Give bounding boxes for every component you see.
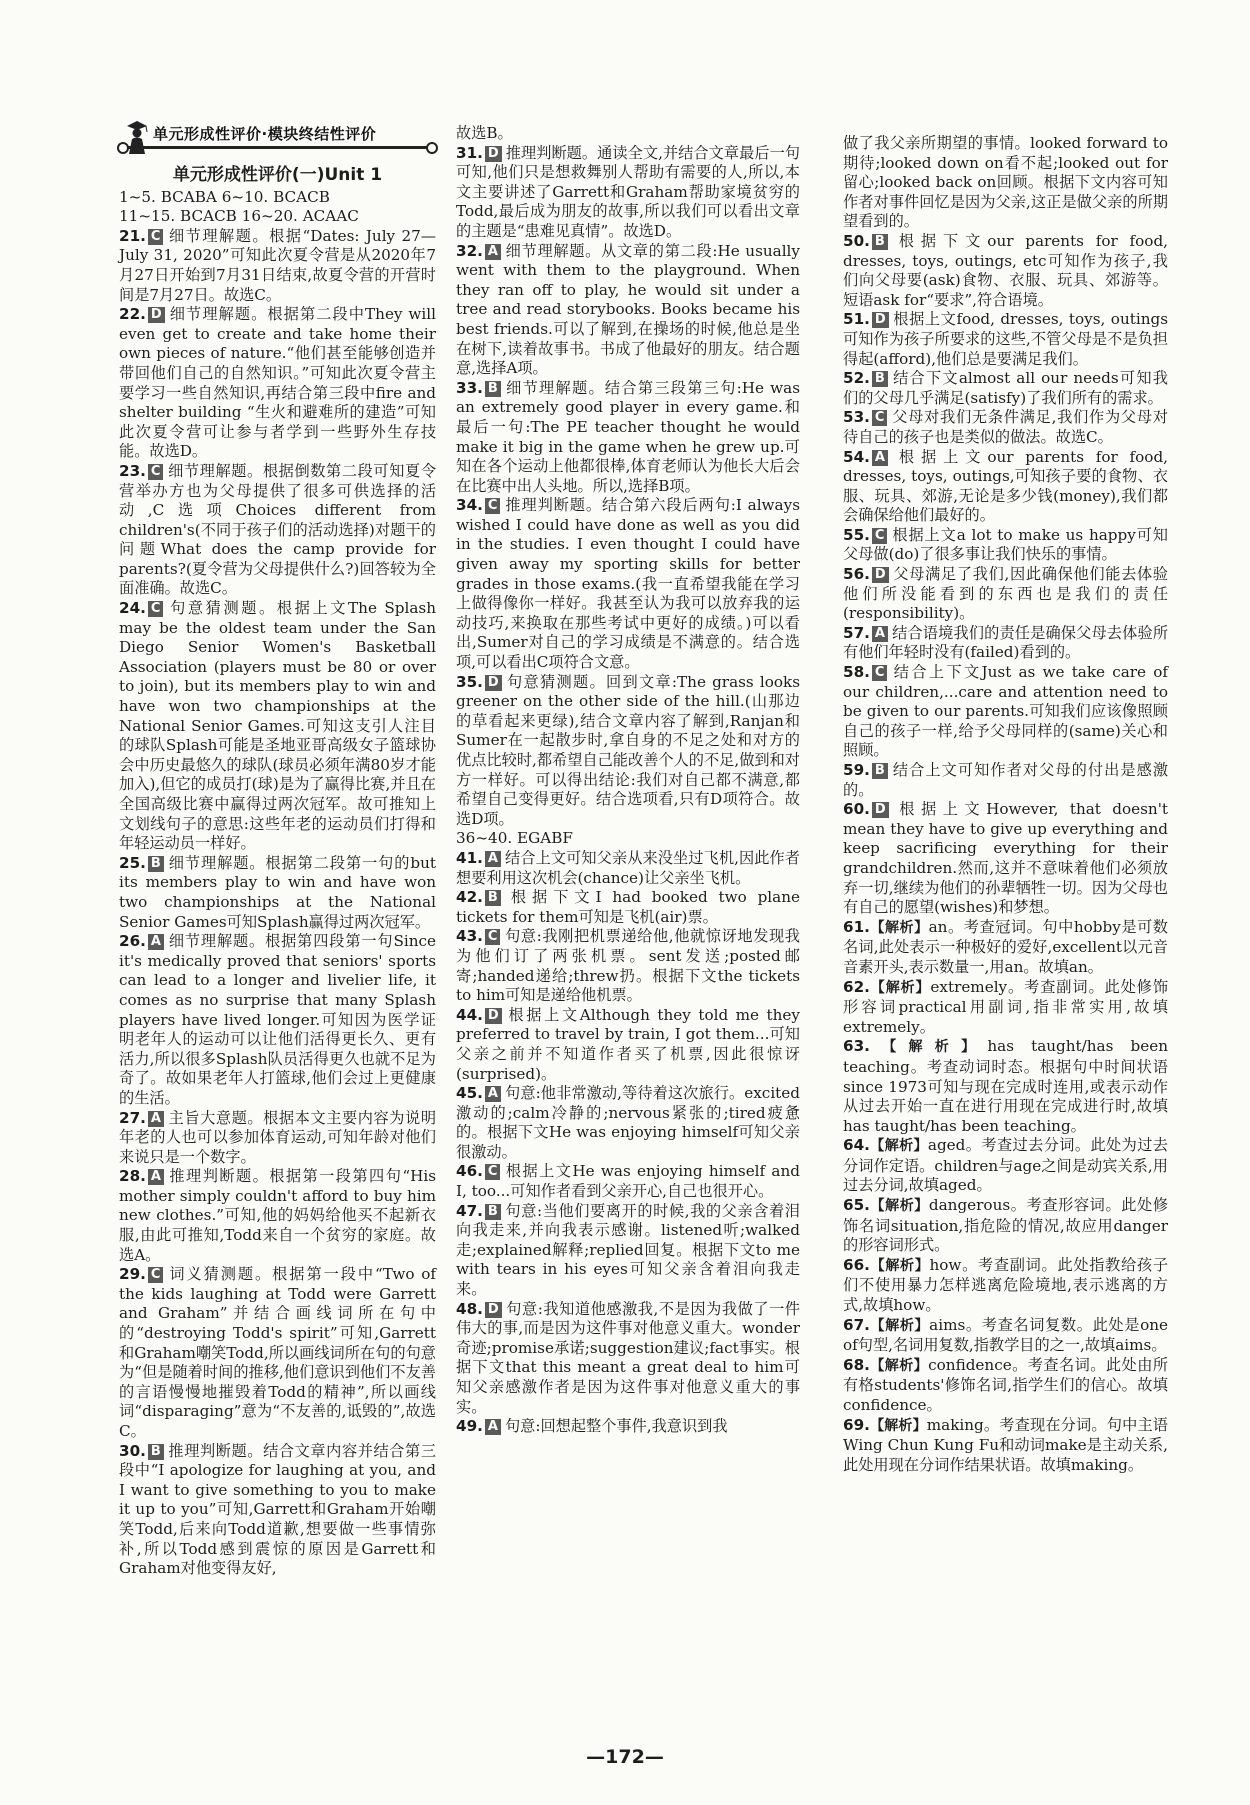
- answer-item: [456, 242, 800, 379]
- explanation-text: 推理判断题。结合文章内容并结合第三段中“I apologize for laughing at you, and I want to give something to you to make it up to you”可知,Garrett和Graham开始嘲笑Todd,后来向Todd道歉,想要做一些事情弥补,所以Todd感到震惊的原因是Garrett和Graham对他变得友好,: [119, 1441, 436, 1578]
- item-number: 66.: [843, 1255, 870, 1274]
- answer-badge: B: [148, 1444, 164, 1460]
- answer-item: [843, 232, 1168, 310]
- answer-badge: D: [872, 312, 889, 328]
- answer-item: [843, 800, 1168, 918]
- explanation-text: 父母对我们无条件满足,我们作为父母对待自己的孩子也是类似的做法。故选C。: [843, 408, 1168, 446]
- answer-badge: D: [485, 1302, 502, 1318]
- item-list: [119, 227, 436, 1579]
- item-number: 43.: [456, 927, 483, 946]
- answer-item: [843, 1136, 1168, 1196]
- analysis-label: 【解析】: [869, 1198, 929, 1215]
- explanation-text: 结合上文可知作者对父母的付出是感激的。: [843, 761, 1168, 799]
- answer-badge: B: [872, 234, 888, 250]
- explanation-text: how。考查副词。此处指教给孩子们不使用暴力怎样逃离危险境地,表示逃离的方式,故填how。: [843, 1255, 1169, 1315]
- explanation-text: 根据上文food, dresses, toys, outings可知作为孩子所要求的这些,不管父母是不是负担得起(afford),他们总是要满足我们。: [843, 310, 1168, 368]
- answer-badge: D: [148, 307, 165, 323]
- answer-key-line: 36~40. EGABF: [456, 829, 573, 848]
- answer-item: [843, 526, 1168, 565]
- answer-badge: B: [485, 1204, 501, 1220]
- answer-item: [456, 1006, 800, 1084]
- answer-badge: B: [485, 890, 501, 906]
- item-number: 63.: [843, 1037, 870, 1056]
- answer-badge: C: [485, 1164, 501, 1180]
- answer-badge: C: [485, 929, 501, 945]
- answer-badge: C: [148, 1267, 164, 1283]
- answer-badge: C: [872, 665, 888, 681]
- answer-item: [119, 1265, 436, 1441]
- explanation-text: 结合上下文Just as we take care of our children,...care and attention need to be given to our parents.可知我们应该像照顾自己的孩子一样,给予父母同样的(same)关心和照顾。: [843, 663, 1168, 760]
- answer-item: [456, 379, 800, 497]
- item-number: 64.: [843, 1136, 870, 1155]
- item-number: 32.: [456, 241, 483, 260]
- item-number: 53.: [843, 408, 870, 427]
- explanation-text: 根据上文However, that doesn't mean they have to give up everything and keep sacrificing everything for their grandchildren.然而,这并不意味着他们必须放弃一切,继续为他们的孙辈牺牲一切。因为父母也有自己的愿望(wishes)和梦想。: [843, 800, 1168, 917]
- banner-title: 单元形成性评价·模块终结性评价: [153, 125, 377, 143]
- explanation-text: making。考查现在分词。句中主语Wing Chun Kung Fu和动词make是主动关系,此处用现在分词作结果状语。故填making。: [843, 1415, 1168, 1474]
- answer-item: [119, 932, 436, 1108]
- explanation-text: 细节理解题。从文章的第二段:He usually went with them to the playground. When they ran off to play, he would sit under a tree and read storybooks. Books became his best friends.可以了解到,在操场的时候,他总是坐在树下,读着故事书。书成了他最好的朋友。结合题意,选择A项。: [456, 241, 800, 378]
- item-number: 41.: [456, 848, 483, 867]
- item-number: 50.: [843, 231, 870, 250]
- answer-badge: C: [148, 601, 164, 617]
- answer-badge: D: [485, 675, 502, 691]
- answer-badge: A: [485, 851, 501, 867]
- explanation-text: extremely。考查副词。此处修饰形容词practical用副词,指非常实用,故填extremely。: [843, 977, 1169, 1036]
- explanation-text: 根据上文He was enjoying himself and I, too...可知作者看到父亲开心,自己也很开心。: [456, 1162, 800, 1201]
- explanation-text: 推理判断题。结合第六段后两句:I always wished I could have done as well as you did in the studies. I even thought I could have given away my sporting skills for better grades in those exams.(我一直希望我能在学习上做得像你一样好。我甚至认为我可以放弃我的运动技巧,来换取在那些考试中更好的成绩。)可以看出,Sumer对自己的学习成绩是不满意的。结合选项,可以看出C项符合文意。: [456, 496, 800, 672]
- analysis-label: 【解析】: [869, 1357, 929, 1374]
- answer-badge: A: [485, 1419, 501, 1435]
- explanation-text: 推理判断题。根据第一段第四句“His mother simply couldn't afford to buy him new clothes.”可知,他的妈妈给他买不起新衣服,由此可推知,Todd来自一个贫穷的家庭。故选A。: [119, 1167, 436, 1264]
- explanation-text: aged。考查过去分词。此处为过去分词作定语。children与age之间是动宾关系,用过去分词,故填aged。: [843, 1136, 1168, 1195]
- answer-item: [456, 1084, 800, 1162]
- item-number: 68.: [843, 1355, 870, 1374]
- item-number: 26.: [119, 932, 146, 951]
- analysis-label: 【解析】: [869, 979, 931, 996]
- answer-badge: C: [872, 410, 888, 426]
- answer-badge: A: [872, 626, 888, 642]
- item-number: 21.: [119, 226, 146, 245]
- item-number: 60.: [843, 800, 870, 819]
- answer-item: [119, 1442, 436, 1579]
- item-number: 59.: [843, 761, 870, 779]
- item-number: 51.: [843, 310, 870, 329]
- analysis-label: 【解析】: [869, 919, 929, 936]
- answer-item: [843, 1196, 1168, 1256]
- item-number: 46.: [456, 1162, 483, 1181]
- answer-item: [843, 565, 1168, 624]
- explanation-text: 推理判断题。通读全文,并结合文章最后一句可知,他们只是想救舞别人帮助有需要的人,所以,本文主要讲述了Garrett和Graham帮助家境贫穷的Todd,最后成为朋友的故事,所以我们可以看出文章的主题是“患难见真情”。故选D。: [456, 143, 800, 240]
- answer-item: [843, 369, 1168, 408]
- banner-dot-right: [426, 142, 438, 154]
- answer-key-line: 1~5. BCABA 6~10. BCACB: [119, 187, 330, 206]
- explanation-text: 句意猜测题。根据上文The Splash may be the oldest team under the San Diego Senior Women's Basketball Association (players must be 80 or over to join), but its members play to win and have won two championships at the National Senior Games.可知这支引人注目的球队Splash可能是圣地亚哥高级女子篮球协会中历史最悠久的球队(球员必须年满80岁才能加入),但它的成员打(球)是为了赢得比赛,并且在全国高级比赛中赢得过两次冠军。故可推知上文划线句子的意思:这些年老的运动员们打得和年轻运动员一样好。: [119, 599, 436, 853]
- answer-item: [843, 1416, 1168, 1476]
- explanation-text: dangerous。考查形容词。此处修饰名词situation,指危险的情况,故应用danger的形容词形式。: [843, 1196, 1169, 1255]
- answer-item: [843, 1256, 1168, 1316]
- answer-item: [119, 462, 436, 599]
- answer-item: [843, 408, 1168, 447]
- explanation-text: 结合语境我们的责任是确保父母去体验所有他们年轻时没有(failed)看到的。: [843, 623, 1168, 662]
- answer-item: [843, 1316, 1168, 1356]
- answer-badge: A: [485, 244, 501, 260]
- explanation-text: 句意猜测题。回到文章:The grass looks greener on the other side of the hill.(山那边的草看起来更绿),结合文章内容了解到,Ranjan和Sumer在一起散步时,拿自身的不足之处和对方的优点比较时,都希望自己能改善个人的不足,做到和对方一样好。可以得出结论:我们对自己都不满意,都希望自己变得更好。结合选项看,只有D项符合。故选D项。: [456, 672, 800, 828]
- item-number: 30.: [119, 1441, 146, 1460]
- item-number: 27.: [119, 1108, 146, 1127]
- item-number: 55.: [843, 525, 870, 544]
- analysis-label: 【解析】: [869, 1039, 988, 1056]
- answer-badge: A: [148, 934, 164, 950]
- item-list: [843, 232, 1168, 1475]
- answer-badge: C: [148, 464, 164, 480]
- answer-item: [843, 761, 1168, 800]
- explanation-text: 细节理解题。根据第四段第一句Since it's medically proved that seniors' sports can lead to a longer and livelier life, it comes as no surprise that many Splash players have lived longer.可知因为医学证明老年人的运动可以让他们活得更长久、更有活力,所以很多Splash队员活得更久也就不足为奇了。故如果老年人打篮球,他们会过上更健康的生活。: [119, 932, 436, 1107]
- explanation-text: an。考查冠词。句中hobby是可数名词,此处表示一种极好的爱好,excellent以元音音素开头,表示数量一,用an。故填an。: [843, 917, 1168, 976]
- item-number: 61.: [843, 917, 870, 936]
- answer-key-line: 11~15. BCACB 16~20. ACAAC: [119, 207, 359, 226]
- answer-item: [456, 1162, 800, 1201]
- explanation-text: 句意:当他们要离开的时候,我的父亲含着泪向我走来,并向我表示感谢。listened听;walked走;explained解释;replied回复。根据下文to me with tears in his eyes可知父亲含着泪向我走来。: [456, 1201, 800, 1299]
- answer-badge: B: [872, 371, 888, 387]
- answer-item: [119, 1167, 436, 1265]
- explanation-text: 细节理解题。根据倒数第二段可知夏令营举办方也为父母提供了很多可供选择的活动,C选项Choices different from children's(不同于孩子们的活动选择)对题干的问题What does the camp provide for parents?(夏令营为父母提供什么?)回答较为全面准确。故选C。: [119, 461, 436, 598]
- answer-item: [843, 918, 1168, 978]
- answer-badge: A: [872, 450, 888, 466]
- explanation-text: 细节理解题。根据第二段中They will even get to create and take home their own pieces of nature.“他们甚至能够创造并带回他们自己的自然知识。”可知此次夏令营主要学习一些自然知识,再结合第三段中fire and shelter building “生火和避难所的建造”可知此次夏令营可让参与者学到一些野外生存技能。故选D。: [119, 305, 436, 461]
- item-number: 44.: [456, 1005, 483, 1024]
- item-number: 35.: [456, 672, 483, 691]
- answer-item: [456, 927, 800, 1005]
- answer-item: [119, 227, 436, 305]
- answer-badge: A: [148, 1169, 164, 1185]
- answer-badge: D: [485, 146, 502, 162]
- explanation-text: 句意:我刚把机票递给他,他就惊讶地发现我为他们订了两张机票。sent发送;posted邮寄;handed递给;threw扔。根据下文the tickets to him可知是递给他机票。: [456, 927, 800, 1005]
- explanation-text: 根据下文our parents for food, dresses, toys, outings, etc可知作为孩子,我们向父母要(ask)食物、衣服、玩具、郊游等。短语ask for“要求”,符合语境。: [843, 231, 1168, 309]
- answer-item: [843, 1037, 1168, 1136]
- explanation-text: 句意:他非常激动,等待着这次旅行。excited激动的;calm冷静的;nervous紧张的;tired疲惫的。根据下文He was enjoying himself可知父亲很激动。: [456, 1084, 800, 1161]
- answer-badge: B: [485, 381, 501, 397]
- item-number: 22.: [119, 305, 146, 324]
- column-right: [843, 134, 1168, 1475]
- answer-item: [843, 978, 1168, 1038]
- analysis-label: 【解析】: [869, 1138, 928, 1155]
- item-number: 69.: [843, 1415, 870, 1434]
- explanation-text: 细节理解题。根据第二段第一句的but its members play to win and have won two championships at the National Senior Games可知Splash赢得过两次冠军。: [119, 853, 436, 931]
- explanation-text: 根据上文a lot to make us happy可知父母做(do)了很多事让我们快乐的事情。: [843, 525, 1168, 564]
- item-number: 57.: [843, 623, 870, 642]
- continuation-text: 做了我父亲所期望的事情。looked forward to期待;looked down on看不起;looked out for留心;looked back on回顾。根据下文内容可知作者对事件回忆是因为父亲,这正是做父亲的所期望看到的。: [843, 134, 1168, 231]
- answer-item: [843, 448, 1168, 526]
- analysis-label: 【解析】: [869, 1317, 930, 1334]
- answer-item: [119, 854, 436, 932]
- explanation-text: confidence。考查名词。此处由所有格students'修饰名词,指学生们的信心。故填confidence。: [843, 1355, 1169, 1414]
- item-number: 31.: [456, 143, 483, 162]
- column-middle: [456, 124, 800, 1437]
- item-number: 58.: [843, 663, 870, 682]
- item-number: 45.: [456, 1084, 483, 1103]
- answer-item: [456, 1202, 800, 1300]
- item-number: 52.: [843, 369, 870, 388]
- answer-item: [456, 144, 800, 242]
- answer-item: [456, 888, 800, 927]
- item-number: 56.: [843, 565, 870, 584]
- banner-dot-left: [117, 142, 129, 154]
- page-number: —172—: [586, 1746, 664, 1768]
- item-number: 33.: [456, 378, 483, 397]
- answer-item: [456, 1300, 800, 1418]
- explanation-text: 主旨大意题。根据本文主要内容为说明年老的人也可以参加体育运动,可知年龄对他们来说只是一个数字。: [119, 1108, 436, 1166]
- answer-item: [119, 305, 436, 462]
- explanation-text: 细节理解题。结合第三段第三句:He was an extremely good player in every game.和最后一句:The PE teacher thought he would make it big in the game when he grew up.可知在各个运动上他都很棒,体育老师认为他长大后会在比赛中出人头地。所以,选择B项。: [456, 378, 800, 495]
- column-left: [119, 118, 436, 1579]
- answer-item: [119, 599, 436, 854]
- explanation-text: 词义猜测题。根据第一段中“Two of the kids laughing at Todd were Garrett and Graham”并结合画线词所在句中的“destroying Todd's spirit”可知,Garrett和Graham嘲笑Todd,所以画线词所在句的句意为“但是随着时间的推移,他们意识到他们不友善的言语慢慢地摧毁着Todd的精神”,所以画线词“disparaging”意为“不友善的,诋毁的”,故选C。: [119, 1265, 436, 1440]
- analysis-label: 【解析】: [869, 1257, 930, 1274]
- answer-item: [843, 624, 1168, 663]
- answer-item: [843, 310, 1168, 369]
- explanation-text: 结合下文almost all our needs可知我们的父母几乎满足(satisfy)了我们所有的需求。: [843, 369, 1168, 407]
- answer-item: [456, 849, 800, 888]
- answer-item: [456, 1417, 800, 1437]
- item-number: 28.: [119, 1167, 146, 1186]
- answer-item: [456, 496, 800, 672]
- item-list: [456, 849, 800, 1437]
- unit-title: 单元形成性评价(一)Unit 1: [172, 165, 383, 185]
- item-number: 25.: [119, 853, 146, 872]
- answer-badge: D: [485, 1008, 502, 1024]
- answer-badge: C: [872, 528, 888, 544]
- answer-item: [843, 1356, 1168, 1416]
- item-number: 67.: [843, 1315, 870, 1334]
- answer-item: [119, 1109, 436, 1168]
- explanation-text: 句意:我知道他感激我,不是因为我做了一件伟大的事,而是因为这件事对他意义重大。wonder奇迹;promise承诺;suggestion建议;fact事实。根据下文that this meant a great deal to him可知父亲感激作者是因为这件事对他意义重大的事实。: [456, 1299, 800, 1416]
- answer-badge: D: [872, 567, 889, 583]
- explanation-text: 细节理解题。根据“Dates: July 27—July 31, 2020”可知此次夏令营是从2020年7月27日开始到7月31日结束,故夏令营的开营时间是7月27日。故选C。: [119, 226, 436, 304]
- item-number: 54.: [843, 447, 870, 466]
- answer-badge: C: [485, 498, 501, 514]
- item-number: 49.: [456, 1417, 483, 1436]
- answer-badge: B: [872, 763, 888, 779]
- answer-item: [843, 663, 1168, 761]
- continuation-text: 故选B。: [456, 124, 513, 142]
- explanation-text: has taught/has been teaching。考查动词时态。根据句中时间状语since 1973可知与现在完成时连用,或表示动作从过去开始一直在进行用现在完成进行时,故填has taught/has been teaching。: [843, 1037, 1168, 1135]
- banner-rule: [119, 146, 436, 149]
- explanation-text: aims。考查名词复数。此处是one of句型,名词用复数,指教学目的之一,故填aims。: [843, 1315, 1169, 1355]
- item-number: 29.: [119, 1265, 146, 1284]
- item-list: [456, 144, 800, 830]
- item-number: 48.: [456, 1299, 483, 1318]
- analysis-label: 【解析】: [869, 1417, 927, 1434]
- item-number: 24.: [119, 599, 146, 618]
- item-number: 23.: [119, 461, 146, 480]
- answer-badge: B: [148, 856, 164, 872]
- explanation-text: 根据下文I had booked two plane tickets for them可知是飞机(air)票。: [456, 888, 800, 926]
- explanation-text: 根据上文Although they told me they preferred to travel by train, I got them...可知父亲之前并不知道作者买了机票,因此很惊讶(surprised)。: [456, 1005, 800, 1083]
- item-number: 42.: [456, 888, 483, 907]
- explanation-text: 句意:回想起整个事件,我意识到我: [504, 1417, 728, 1436]
- item-number: 47.: [456, 1201, 483, 1220]
- answer-item: [456, 673, 800, 830]
- item-number: 34.: [456, 496, 483, 515]
- answer-badge: A: [485, 1086, 501, 1102]
- answer-badge: D: [872, 802, 889, 818]
- section-banner: [119, 118, 436, 162]
- explanation-text: 父母满足了我们,因此确保他们能去体验他们所没能看到的东西也是我们的责任(responsibility)。: [843, 565, 1168, 623]
- answer-badge: A: [148, 1111, 164, 1127]
- explanation-text: 根据上文our parents for food, dresses, toys, outings,可知孩子要的食物、衣服、玩具、郊游,无论是多少钱(money),我们都会确保给他们最好的。: [843, 447, 1168, 525]
- explanation-text: 结合上文可知父亲从来没坐过飞机,因此作者想要利用这次机会(chance)让父亲坐飞机。: [456, 848, 800, 887]
- item-number: 65.: [843, 1196, 870, 1215]
- answer-badge: C: [148, 229, 164, 245]
- item-number: 62.: [843, 977, 870, 996]
